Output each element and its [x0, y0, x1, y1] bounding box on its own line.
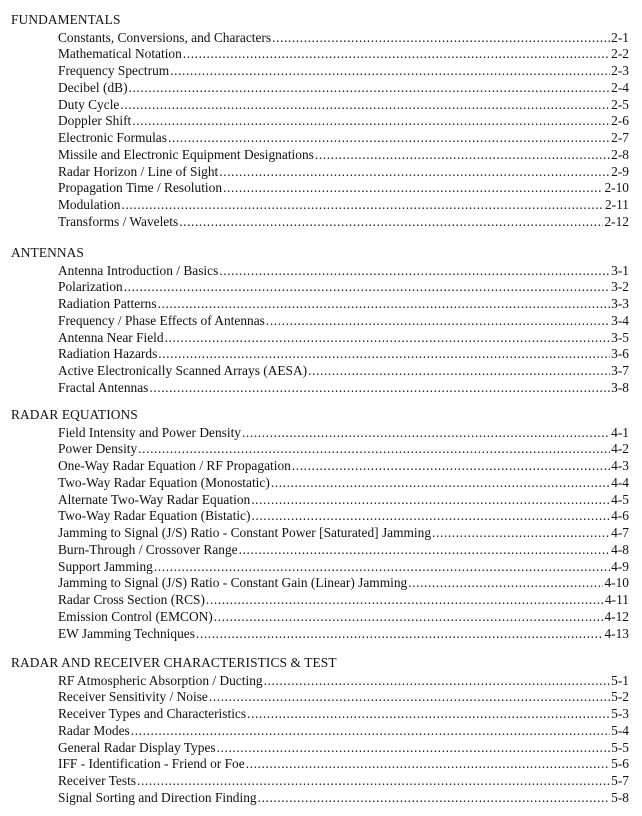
dot-leader: [131, 723, 610, 740]
entry-title: Active Electronically Scanned Arrays (AESA): [58, 363, 308, 378]
entry-page-number: 2-12: [604, 213, 629, 229]
entry-title: Mathematical Notation: [58, 46, 182, 62]
dot-leader: [196, 626, 604, 643]
section-title: RADAR EQUATIONS: [11, 407, 138, 422]
dot-leader: [122, 197, 604, 214]
entry-page-number: 4-11: [604, 592, 629, 607]
dot-leader: [251, 492, 610, 509]
toc-entry[interactable]: [58, 740, 629, 757]
entry-title: Doppler Shift: [58, 113, 132, 129]
entry-page-number: 2-9: [611, 163, 629, 179]
entry-page-number: 5-5: [611, 739, 629, 755]
entry-title: Radar Horizon / Line of Sight: [58, 163, 219, 179]
toc-entry[interactable]: [58, 296, 629, 313]
dot-leader: [239, 542, 611, 559]
dot-leader: [408, 575, 603, 592]
dot-leader: [168, 130, 610, 147]
toc-entry[interactable]: [58, 330, 629, 347]
entry-page-number: 4-1: [611, 424, 629, 440]
entry-title: Jamming to Signal (J/S) Ratio - Constant Power [Saturated] Jamming: [58, 525, 432, 540]
section-title: ANTENNAS: [11, 245, 84, 260]
entry-page-number: 3-2: [611, 279, 629, 295]
entry-title: Missile and Electronic Equipment Designations: [58, 146, 314, 162]
entry-title: Modulation: [58, 197, 121, 212]
entry-title: Signal Sorting and Direction Finding: [58, 789, 257, 805]
entry-title: One-Way Radar Equation / RF Propagation: [58, 458, 291, 473]
toc-entry[interactable]: [58, 363, 629, 380]
entry-title: Fractal Antennas: [58, 379, 149, 395]
toc-entry[interactable]: [58, 263, 629, 280]
section-title: RADAR AND RECEIVER CHARACTERISTICS & TEST: [11, 655, 337, 670]
dot-leader: [242, 425, 610, 442]
toc-entry[interactable]: [58, 475, 629, 492]
entry-page-number: 3-7: [611, 363, 629, 378]
entry-page-number: 5-6: [611, 756, 629, 772]
dot-leader: [209, 689, 610, 706]
entry-page-number: 3-8: [611, 379, 629, 395]
entry-page-number: 4-4: [611, 474, 629, 490]
section-title: FUNDAMENTALS: [11, 12, 121, 27]
entry-title: Frequency / Phase Effects of Antennas: [58, 312, 265, 328]
toc-entry[interactable]: [58, 790, 629, 807]
toc-entry[interactable]: [58, 279, 629, 296]
dot-leader: [165, 330, 611, 347]
entry-page-number: 2-5: [611, 96, 629, 112]
entry-title: Constants, Conversions, and Characters: [58, 29, 272, 45]
dot-leader: [214, 609, 604, 626]
dot-leader: [217, 740, 611, 757]
toc-entry[interactable]: [58, 147, 629, 164]
toc-entry[interactable]: [58, 773, 629, 790]
dot-leader: [158, 346, 610, 363]
toc-entry[interactable]: [58, 689, 629, 706]
entry-title: Antenna Near Field: [58, 329, 164, 345]
dot-leader: [129, 80, 611, 97]
entry-page-number: 5-8: [611, 789, 629, 805]
dot-leader: [315, 147, 610, 164]
entry-page-number: 5-2: [611, 689, 629, 705]
entry-page-number: 3-5: [611, 329, 629, 345]
toc-entry[interactable]: [58, 313, 629, 330]
entry-title: RF Atmospheric Absorption / Ducting: [58, 672, 263, 688]
dot-leader: [251, 508, 610, 525]
entry-title: Receiver Types and Characteristics: [58, 706, 247, 721]
dot-leader: [432, 525, 610, 542]
toc-entry[interactable]: [58, 575, 629, 592]
dot-leader: [219, 164, 610, 181]
toc-entry[interactable]: [58, 441, 629, 458]
entry-title: Emission Control (EMCON): [58, 608, 213, 624]
toc-entry[interactable]: [58, 559, 629, 576]
entry-title: General Radar Display Types: [58, 739, 216, 755]
toc-entry[interactable]: [58, 706, 629, 723]
entry-page-number: 4-5: [611, 491, 629, 507]
toc-entry[interactable]: [58, 214, 629, 231]
entry-page-number: 5-1: [611, 672, 629, 688]
dot-leader: [258, 790, 611, 807]
dot-leader: [264, 673, 611, 690]
entry-page-number: 3-1: [611, 262, 629, 278]
entry-title: Field Intensity and Power Density: [58, 424, 241, 440]
entry-page-number: 2-3: [611, 63, 629, 78]
entry-page-number: 2-7: [611, 130, 629, 145]
section-entries: [58, 673, 629, 807]
entry-title: Receiver Sensitivity / Noise: [58, 689, 208, 705]
entry-page-number: 2-4: [611, 79, 629, 95]
toc-entry[interactable]: [58, 197, 629, 214]
entry-page-number: 3-6: [611, 346, 629, 362]
toc-entry[interactable]: [58, 30, 629, 47]
toc-entry[interactable]: [58, 492, 629, 509]
toc-entry[interactable]: [58, 592, 629, 609]
toc-entry[interactable]: [58, 425, 629, 442]
dot-leader: [247, 706, 610, 723]
dot-leader: [246, 756, 610, 773]
entry-title: Frequency Spectrum: [58, 63, 170, 78]
entry-title: Propagation Time / Resolution: [58, 180, 223, 196]
dot-leader: [272, 30, 610, 47]
entry-page-number: 2-8: [611, 146, 629, 162]
entry-title: Radiation Hazards: [58, 346, 158, 362]
toc-entry[interactable]: [58, 458, 629, 475]
dot-leader: [206, 592, 604, 609]
dot-leader: [308, 363, 610, 380]
toc-entry[interactable]: [58, 609, 629, 626]
entry-page-number: 4-9: [611, 558, 629, 574]
dot-leader: [183, 46, 610, 63]
toc-entry[interactable]: [58, 97, 629, 114]
entry-title: Electronic Formulas: [58, 130, 167, 145]
toc-entry[interactable]: [58, 164, 629, 181]
entry-title: Power Density: [58, 441, 138, 457]
dot-leader: [158, 296, 611, 313]
entry-title: Support Jamming: [58, 558, 153, 574]
entry-page-number: 5-4: [611, 722, 629, 738]
toc-entry[interactable]: [58, 113, 629, 130]
entry-title: EW Jamming Techniques: [58, 625, 195, 641]
entry-page-number: 5-3: [611, 706, 629, 721]
toc-entry[interactable]: [58, 756, 629, 773]
entry-title: Alternate Two-Way Radar Equation: [58, 491, 251, 507]
entry-title: Radar Modes: [58, 722, 130, 738]
dot-leader: [170, 63, 610, 80]
entry-page-number: 2-10: [604, 180, 629, 196]
dot-leader: [219, 263, 610, 280]
dot-leader: [266, 313, 610, 330]
dot-leader: [179, 214, 603, 231]
entry-title: Jamming to Signal (J/S) Ratio - Constant Gain (Linear) Jamming: [58, 575, 408, 591]
dot-leader: [154, 559, 610, 576]
entry-title: IFF - Identification - Friend or Foe: [58, 756, 245, 772]
entry-title: Receiver Tests: [58, 773, 137, 788]
entry-page-number: 4-2: [611, 441, 629, 457]
section-entries: [58, 30, 629, 231]
toc-entry[interactable]: [58, 80, 629, 97]
dot-leader: [271, 475, 610, 492]
entry-title: Two-Way Radar Equation (Monostatic): [58, 474, 270, 490]
entry-page-number: 4-3: [611, 458, 629, 473]
toc-entry[interactable]: [58, 673, 629, 690]
toc-entry[interactable]: [58, 380, 629, 397]
entry-page-number: 4-10: [604, 575, 629, 591]
entry-page-number: 4-12: [604, 608, 629, 624]
toc-entry[interactable]: [58, 63, 629, 80]
dot-leader: [292, 458, 610, 475]
toc-entry[interactable]: [58, 346, 629, 363]
dot-leader: [149, 380, 610, 397]
entry-page-number: 2-1: [611, 29, 629, 45]
entry-page-number: 3-3: [611, 296, 629, 311]
entry-page-number: 2-2: [611, 46, 629, 62]
section-entries: [58, 263, 629, 397]
dot-leader: [124, 279, 610, 296]
entry-page-number: 4-8: [611, 541, 629, 557]
dot-leader: [223, 180, 603, 197]
entry-title: Antenna Introduction / Basics: [58, 262, 219, 278]
toc-entry[interactable]: [58, 626, 629, 643]
entry-title: Radiation Patterns: [58, 296, 157, 311]
dot-leader: [120, 97, 610, 114]
entry-page-number: 2-11: [604, 197, 629, 212]
entry-title: Radar Cross Section (RCS): [58, 592, 205, 607]
entry-title: Transforms / Wavelets: [58, 213, 179, 229]
entry-page-number: 4-13: [604, 625, 629, 641]
entry-page-number: 4-7: [611, 525, 629, 540]
toc-entry[interactable]: [58, 508, 629, 525]
entry-title: Two-Way Radar Equation (Bistatic): [58, 508, 251, 524]
entry-page-number: 3-4: [611, 312, 629, 328]
toc-entry[interactable]: [58, 723, 629, 740]
dot-leader: [137, 773, 610, 790]
entry-page-number: 5-7: [611, 773, 629, 788]
toc-entry[interactable]: [58, 46, 629, 63]
toc-entry[interactable]: [58, 542, 629, 559]
entry-title: Burn-Through / Crossover Range: [58, 541, 238, 557]
dot-leader: [138, 441, 610, 458]
entry-title: Polarization: [58, 279, 123, 295]
toc-entry[interactable]: [58, 180, 629, 197]
entry-page-number: 4-6: [611, 508, 629, 524]
entry-title: Decibel (dB): [58, 79, 128, 95]
section-entries: [58, 425, 629, 643]
entry-page-number: 2-6: [611, 113, 629, 129]
toc-entry[interactable]: [58, 130, 629, 147]
toc-entry[interactable]: [58, 525, 629, 542]
entry-title: Duty Cycle: [58, 96, 120, 112]
dot-leader: [132, 113, 610, 130]
